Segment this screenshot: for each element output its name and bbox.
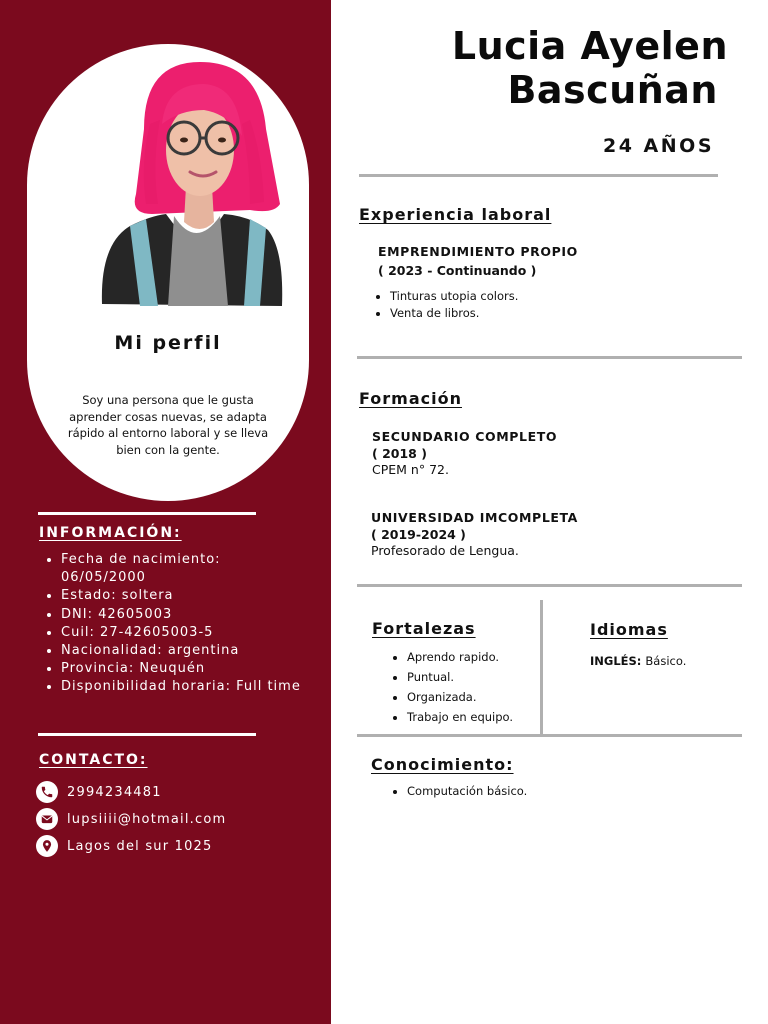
age: 24 AÑOS [603, 135, 714, 157]
contact-email-text: lupsiiii@hotmail.com [67, 811, 227, 827]
experience-list [375, 288, 518, 322]
list-item: • Trabajo en equipo. [407, 707, 513, 727]
job-title: EMPRENDIMIENTO PROPIO [378, 244, 578, 259]
education-period: ( 2019-2024 ) [371, 527, 466, 542]
contact-phone [36, 780, 296, 804]
phone-icon [36, 781, 58, 803]
education-place: Profesorado de Lengua. [371, 543, 519, 558]
divider [357, 584, 742, 587]
language-level: Básico. [645, 654, 687, 668]
divider [38, 733, 256, 736]
divider [38, 512, 256, 515]
list-item: • Organizada. [407, 687, 513, 707]
list-item: • Tinturas utopia colors. [390, 288, 518, 305]
knowledge-list [392, 781, 527, 801]
list-item: • Puntual. [407, 667, 513, 687]
full-name [452, 24, 728, 112]
knowledge-heading: Conocimiento: [371, 755, 514, 774]
divider [359, 174, 718, 177]
divider [357, 356, 742, 359]
education-title: UNIVERSIDAD IMCOMPLETA [371, 510, 578, 525]
information-item: • Nacionalidad: argentina [61, 642, 301, 660]
education-place: CPEM n° 72. [372, 462, 449, 477]
sidebar [0, 0, 331, 1024]
profile-title: Mi perfil [114, 332, 222, 354]
languages-heading: Idiomas [590, 620, 668, 639]
strengths-list [392, 647, 513, 727]
job-period: ( 2023 - Continuando ) [378, 263, 537, 278]
contact-address [36, 834, 296, 858]
information-heading: INFORMACIÓN: [39, 525, 182, 541]
envelope-icon [36, 808, 58, 830]
information-item: • Cuil: 27-42605003-5 [61, 624, 301, 642]
list-item: • Computación básico. [407, 781, 527, 801]
information-item: • Fecha de nacimiento: 06/05/2000 [61, 551, 301, 587]
location-pin-icon [36, 835, 58, 857]
list-item: • Venta de libros. [390, 305, 518, 322]
name-line-1: Lucia Ayelen [451, 24, 728, 68]
education-heading: Formación [359, 389, 462, 408]
education-title: SECUNDARIO COMPLETO [372, 429, 558, 444]
contact-heading: CONTACTO: [39, 752, 148, 768]
information-list [40, 551, 301, 697]
divider [357, 734, 742, 737]
name-line-2: Bascuñan [507, 68, 718, 112]
information-item: • Provincia: Neuquén [61, 660, 301, 678]
contact-email [36, 807, 296, 831]
language-name: INGLÉS: [590, 654, 642, 668]
experience-heading: Experiencia laboral [359, 205, 552, 224]
profile-description: Soy una persona que le gusta aprender cosas nuevas, se adapta rápido al entorno laboral y se lleva bien con la gente. [67, 393, 269, 457]
profile-card [27, 44, 309, 501]
column-divider [540, 600, 543, 734]
contact-address-text: Lagos del sur 1025 [67, 838, 213, 854]
list-item: • Aprendo rapido. [407, 647, 513, 667]
strengths-heading: Fortalezas [372, 619, 476, 638]
information-item: • Disponibilidad horaria: Full time [61, 678, 301, 696]
contact-phone-text: 2994234481 [67, 784, 162, 800]
profile-photo [100, 54, 284, 306]
education-period: ( 2018 ) [372, 446, 427, 461]
information-item: • DNI: 42605003 [61, 606, 301, 624]
language-entry [590, 654, 686, 668]
information-item: • Estado: soltera [61, 587, 301, 605]
